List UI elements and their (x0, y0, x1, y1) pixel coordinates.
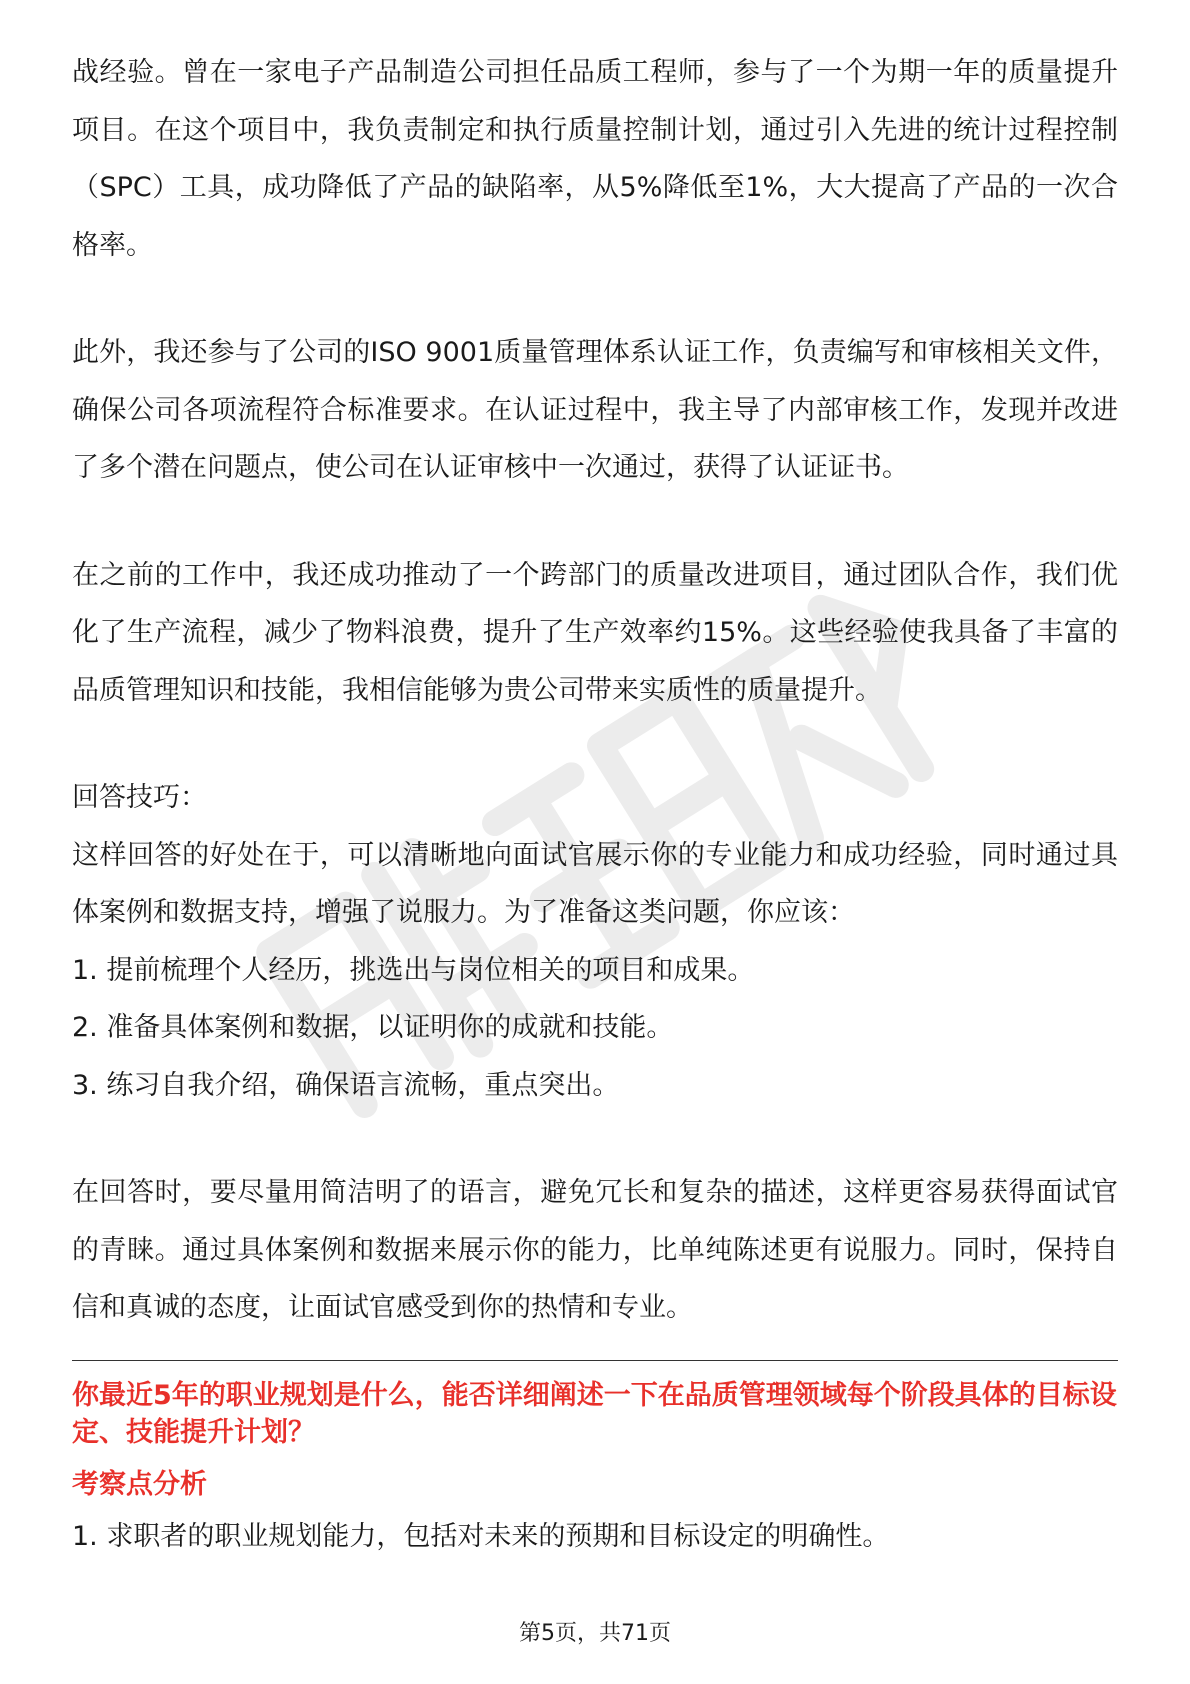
section-divider (72, 1360, 1118, 1361)
tips-item-1: 1. 提前梳理个人经历，挑选出与岗位相关的项目和成果。 (72, 954, 755, 986)
analysis-item-1: 1. 求职者的职业规划能力，包括对未来的预期和目标设定的明确性。 (72, 1520, 890, 1552)
page-number-footer: 第5页，共71页 (519, 1621, 671, 1646)
paragraph-iso-certification: 此外，我还参与了公司的ISO 9001质量管理体系认证工作，负责编写和审核相关文件，确保公司各项流程符合标准要求。在认证过程中，我主导了内部审核工作，发现并改进了多个潜在问题点，使公司在认证审核中一次通过，获得了认证证书。 (72, 337, 1118, 483)
tips-intro: 这样回答的好处在于，可以清晰地向面试官展示你的专业能力和成功经验，同时通过具体案例和数据支持，增强了说服力。为了准备这类问题，你应该： (72, 839, 1118, 928)
analysis-heading: 考察点分析 (72, 1468, 207, 1500)
tips-heading: 回答技巧： (72, 782, 207, 813)
tips-item-2: 2. 准备具体案例和数据，以证明你的成就和技能。 (72, 1012, 674, 1043)
paragraph-closing-advice: 在回答时，要尽量用简洁明了的语言，避免冗长和复杂的描述，这样更容易获得面试官的青睐。通过具体案例和数据来展示你的能力，比单纯陈述更有说服力。同时，保持自信和真诚的态度，让面试官感受到你的热情和专业。 (72, 1177, 1118, 1323)
tips-section (72, 769, 1118, 1114)
tips-item-3: 3. 练习自我介绍，确保语言流畅，重点突出。 (72, 1069, 620, 1101)
question-title: 你最近5年的职业规划是什么，能否详细阐述一下在品质管理领域每个阶段具体的目标设定、技能提升计划？ (72, 1379, 1117, 1448)
paragraph-experience: 战经验。曾在一家电子产品制造公司担任品质工程师，参与了一个为期一年的质量提升项目。在这个项目中，我负责制定和执行质量控制计划，通过引入先进的统计过程控制（SPC）工具，成功降低了产品的缺陷率，从5%降低至1%，大大提高了产品的一次合格率。 (72, 57, 1118, 261)
paragraph-cross-department: 在之前的工作中，我还成功推动了一个跨部门的质量改进项目，通过团队合作，我们优化了生产流程，减少了物料浪费，提升了生产效率约15%。这些经验使我具备了丰富的品质管理知识和技能，我相信能够为贵公司带来实质性的质量提升。 (72, 559, 1118, 706)
document-body (72, 44, 1118, 1557)
